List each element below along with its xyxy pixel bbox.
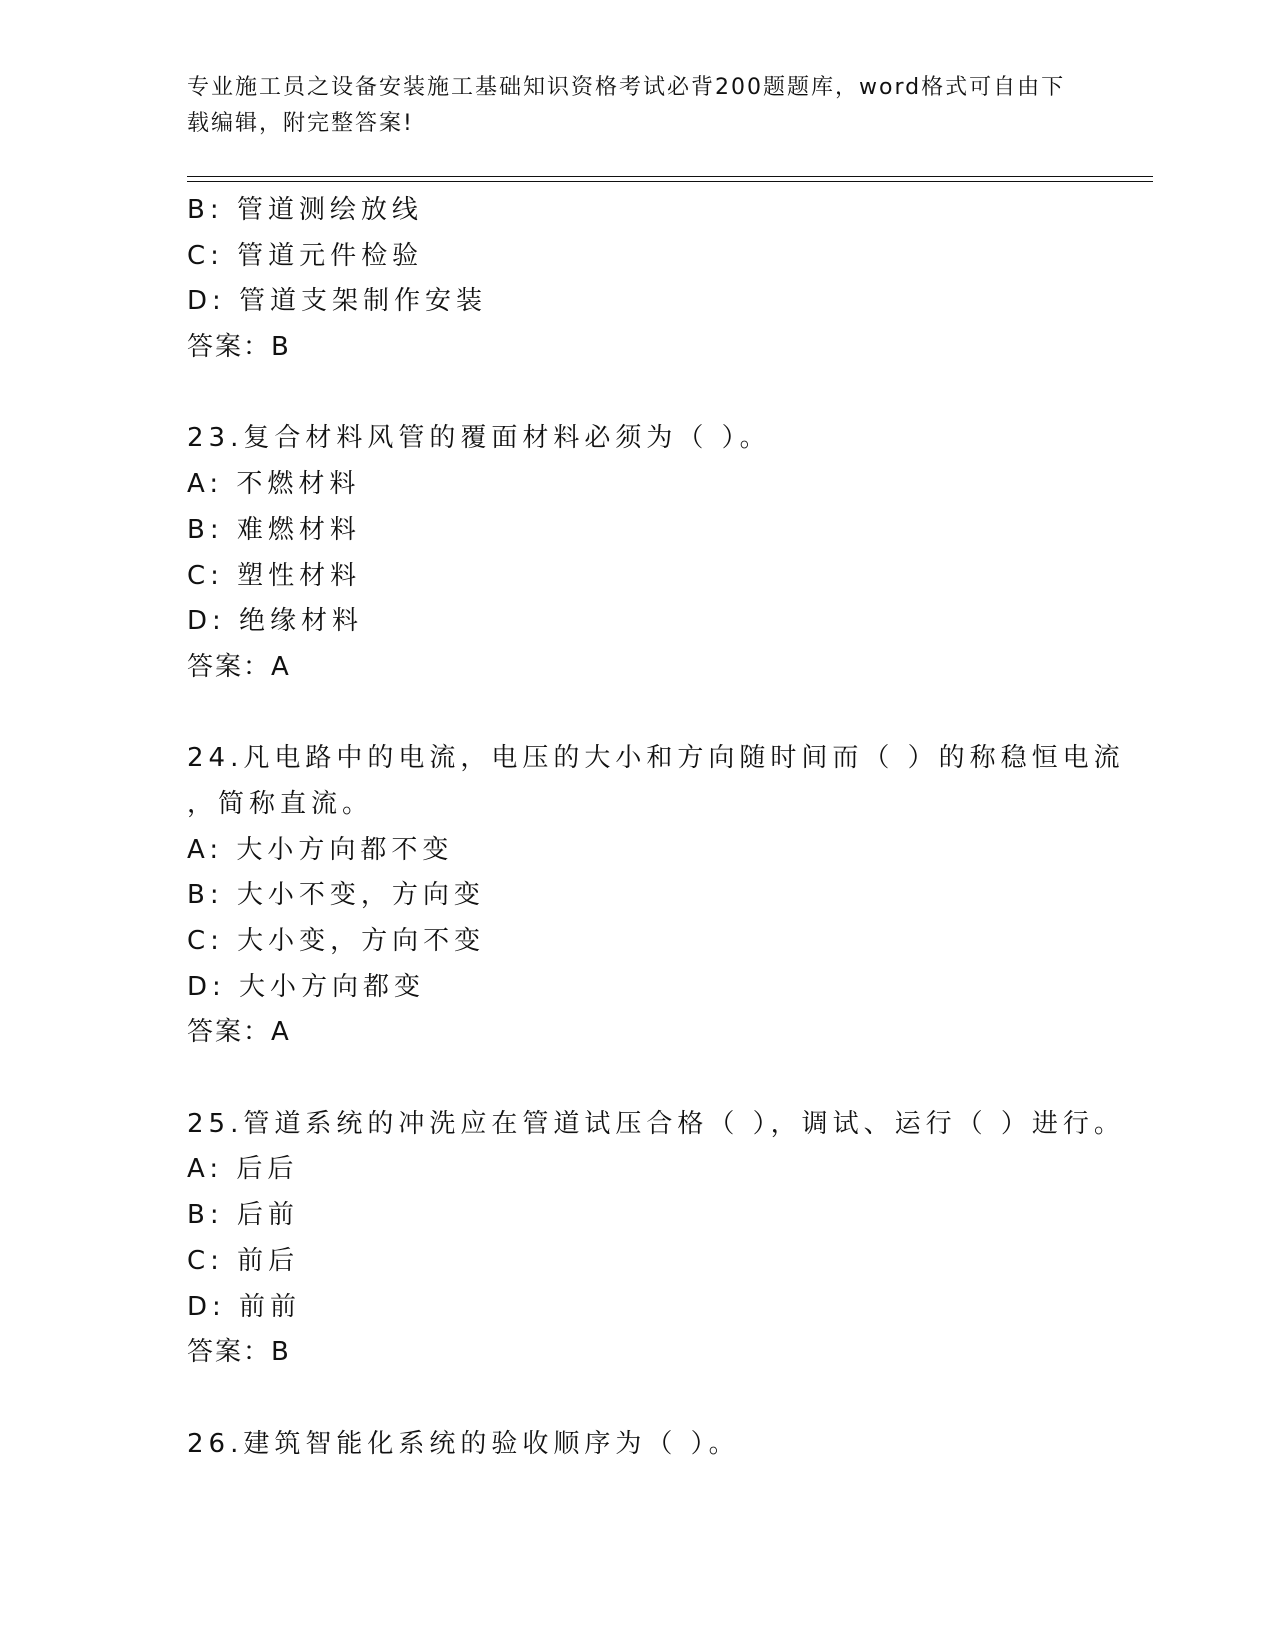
question-stem: 25.管道系统的冲洗应在管道试压合格（ ），调试、运行（ ）进行。 bbox=[187, 1108, 1125, 1139]
answer-line: 答案：A bbox=[187, 651, 291, 682]
option-b: B: 难燃材料 bbox=[187, 514, 361, 545]
option-b: B: 后前 bbox=[187, 1200, 299, 1231]
option-a: A: 后后 bbox=[187, 1154, 299, 1185]
question-26 bbox=[187, 1422, 1087, 1468]
option-d: D: 绝缘材料 bbox=[187, 606, 364, 637]
option-c: C: 大小变，方向不变 bbox=[187, 926, 486, 956]
question-24 bbox=[187, 736, 1125, 1056]
answer-line: 答案：B bbox=[187, 332, 291, 363]
option-d: D: 管道支架制作安装 bbox=[187, 286, 488, 317]
answer-line: 答案：B bbox=[187, 1337, 291, 1368]
question-22-continued bbox=[187, 188, 1087, 371]
document-header bbox=[187, 70, 1067, 142]
question-stem-line-2: ，简称直流。 bbox=[187, 788, 374, 819]
option-d: D: 大小方向都变 bbox=[187, 971, 426, 1002]
option-c: C: 塑性材料 bbox=[187, 560, 362, 591]
option-d: D: 前前 bbox=[187, 1291, 302, 1322]
question-25 bbox=[187, 1102, 1125, 1376]
answer-line: 答案：A bbox=[187, 1017, 291, 1048]
question-stem: 23.复合材料风管的覆面材料必须为（ ）。 bbox=[187, 423, 771, 454]
question-stem: 26.建筑智能化系统的验收顺序为（ ）。 bbox=[187, 1428, 740, 1459]
option-a: A: 大小方向都不变 bbox=[187, 834, 454, 865]
header-rule-bottom bbox=[187, 181, 1153, 182]
option-c: C: 管道元件检验 bbox=[187, 240, 424, 271]
option-c: C: 前后 bbox=[187, 1245, 300, 1276]
question-stem-line-1: 24.凡电路中的电流，电压的大小和方向随时间而（ ）的称稳恒电流 bbox=[187, 743, 1125, 774]
question-content bbox=[187, 188, 1125, 1467]
option-b: B: 大小不变，方向变 bbox=[187, 880, 485, 911]
header-text: 专业施工员之设备安装施工基础知识资格考试必背200题题库，word格式可自由下载编辑，附完整答案! bbox=[187, 75, 1066, 136]
header-rule-top bbox=[187, 176, 1153, 177]
option-a: A: 不燃材料 bbox=[187, 469, 361, 500]
option-b: B: 管道测绘放线 bbox=[187, 195, 423, 225]
question-23 bbox=[187, 416, 1087, 690]
